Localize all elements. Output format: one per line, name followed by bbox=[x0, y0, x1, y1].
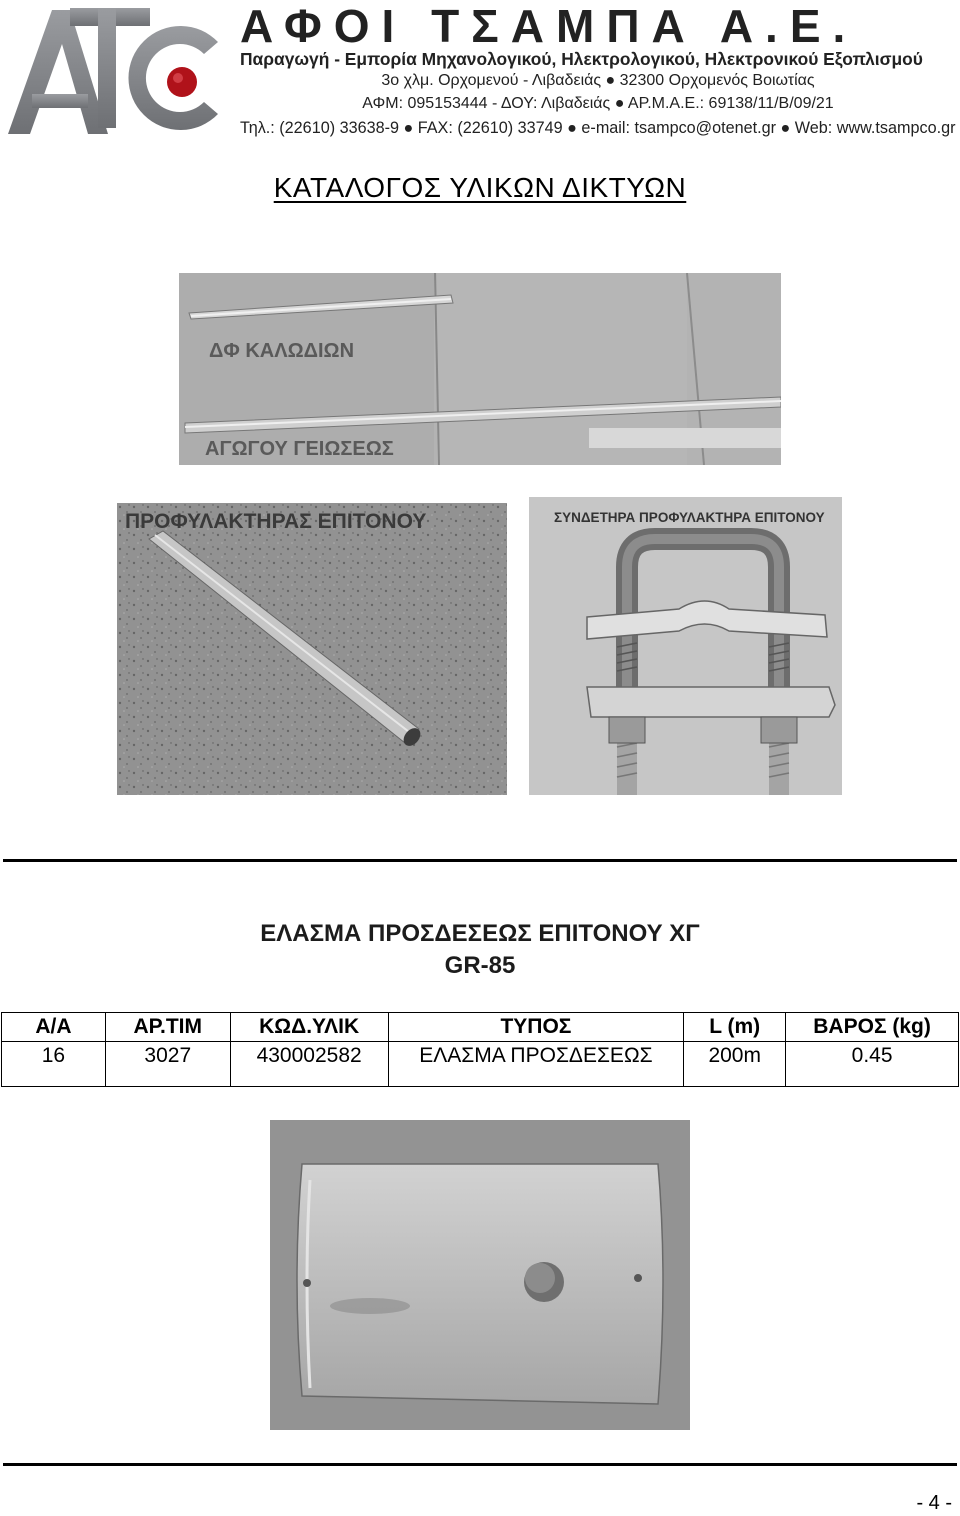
plate-photo bbox=[270, 1120, 690, 1430]
rods-photo bbox=[179, 273, 781, 465]
company-logo bbox=[4, 2, 230, 142]
header-length: L (m) bbox=[684, 1013, 786, 1042]
cell-aa: 16 bbox=[2, 1042, 106, 1087]
header-price-no: ΑΡ.ΤΙΜ bbox=[105, 1013, 230, 1042]
table-row bbox=[2, 1042, 959, 1087]
company-tax-info: ΑΦΜ: 095153444 - ΔΟΥ: Λιβαδειάς ● ΑΡ.Μ.Α.Ε.: 69138/11/Β/09/21 bbox=[362, 95, 834, 112]
cell-type: ΕΛΑΣΜΑ ΠΡΟΣΔΕΣΕΩΣ bbox=[388, 1042, 684, 1087]
company-address: 3ο χλμ. Ορχομενού - Λιβαδειάς ● 32300 Ορχομενός Βοιωτίας bbox=[381, 72, 815, 89]
page-title: ΚΑΤΑΛΟΓΟΣ ΥΛΙΚΩΝ ΔΙΚΤΥΩΝ bbox=[273, 172, 687, 203]
cell-price-no: 3027 bbox=[105, 1042, 230, 1087]
rods-label-top: ΔΦ ΚΑΛΩΔΙΩΝ bbox=[209, 340, 355, 362]
cell-length: 200m bbox=[684, 1042, 786, 1087]
product-model: GR-85 bbox=[444, 952, 516, 979]
header-type: ΤΥΠΟΣ bbox=[388, 1013, 684, 1042]
page-number: - 4 - bbox=[916, 1492, 952, 1514]
company-contact: Τηλ.: (22610) 33638-9 ● FAX: (22610) 33749 ● e-mail: tsampco@otenet.gr ● Web: www.tsampco.gr bbox=[240, 119, 956, 137]
product-spec-table bbox=[1, 1012, 959, 1087]
product-title-line1: ΕΛΑΣΜΑ ΠΡΟΣΔΕΣΕΩΣ ΕΠΙΤΟΝΟΥ ΧΓ bbox=[260, 920, 700, 947]
protector-label: ΠΡΟΦΥΛΑΚΤΗΡΑΣ ΕΠΙΤΟΝΟΥ bbox=[125, 510, 427, 533]
connector-photo bbox=[529, 497, 842, 795]
company-tagline: Παραγωγή - Εμπορία Μηχανολογικού, Ηλεκτρολογικού, Ηλεκτρονικού Εξοπλισμού bbox=[240, 49, 923, 69]
product-title bbox=[0, 918, 960, 982]
rods-label-bottom: ΑΓΩΓΟΥ ΓΕΙΩΣΕΩΣ bbox=[205, 438, 394, 460]
connector-label: ΣΥΝΔΕΤΗΡΑ ΠΡΟΦΥΛΑΚΤΗΡΑ ΕΠΙΤΟΝΟΥ bbox=[554, 510, 825, 525]
footer-divider bbox=[3, 1463, 957, 1466]
header-aa: Α/Α bbox=[2, 1013, 106, 1042]
protector-photo bbox=[117, 503, 507, 795]
company-name: ΑΦΟΙ ΤΣΑΜΠΑ Α.Ε. bbox=[240, 0, 858, 52]
section-divider bbox=[3, 859, 957, 862]
table-header-row bbox=[2, 1013, 959, 1042]
header-material-code: ΚΩΔ.ΥΛΙΚ bbox=[230, 1013, 388, 1042]
cell-material-code: 430002582 bbox=[230, 1042, 388, 1087]
cell-weight: 0.45 bbox=[786, 1042, 959, 1087]
header-weight: ΒΑΡΟΣ (kg) bbox=[786, 1013, 959, 1042]
